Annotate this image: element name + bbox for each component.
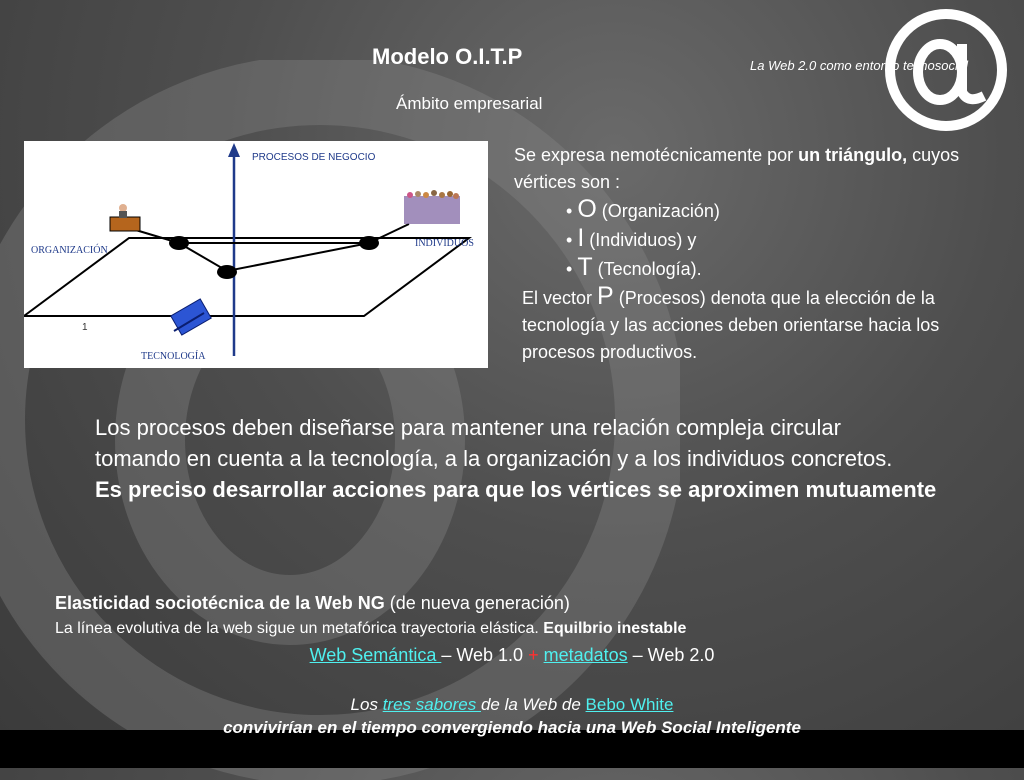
para-line-3: Es preciso desarrollar acciones para que los vértices se aproximen mutuamente	[95, 477, 937, 502]
at-logo-icon	[880, 6, 1012, 134]
elasticity-heading: Elasticidad sociotécnica de la Web NG (de nueva generación)	[55, 593, 570, 613]
conclusion-line: convivirían en el tiempo convergiendo hacia una Web Social Inteligente	[223, 718, 801, 737]
intro-text: Se expresa nemotécnicamente por	[514, 145, 799, 165]
oitp-diagram	[24, 141, 488, 368]
desk-icon	[110, 204, 140, 231]
vector-text: El vector P (Procesos) denota que la elección de la tecnología y las acciones deben orientarse hacia los procesos productivos.	[522, 282, 940, 362]
evolution-line: La línea evolutiva de la web sigue un metafórica trayectoria elástica. Equilbrio inestable	[55, 620, 687, 637]
arrow-up-icon	[228, 143, 240, 157]
para-line-1: Los procesos deben diseñarse para mantener una relación compleja circular	[95, 415, 841, 440]
node-organizacion	[169, 236, 189, 250]
vertex-item-t: • T (Tecnología).	[566, 253, 702, 281]
tres-sabores-link[interactable]: tres sabores	[382, 695, 481, 714]
metadatos-link[interactable]: metadatos	[543, 645, 628, 665]
label-individuos: INDIVIDUOS	[415, 238, 474, 249]
node-tecnologia	[217, 265, 237, 279]
label-tecnologia: TECNOLOGÍA	[141, 351, 206, 362]
slide-title: Modelo O.I.T.P	[372, 44, 523, 69]
intro-text-end: cuyos vértices son :	[514, 145, 960, 192]
triangle-explanation	[514, 142, 994, 366]
people-icon	[404, 190, 460, 224]
web-semantica-link[interactable]: Web Semántica	[309, 645, 442, 665]
slide-subtitle: Ámbito empresarial	[396, 94, 543, 113]
intro-bold: un triángulo,	[798, 145, 908, 165]
header-tag: La Web 2.0 como entorno tecnosocial	[750, 58, 969, 73]
chip-icon	[171, 299, 211, 335]
tres-sabores-line: Los tres sabores de la Web de Bebo White	[350, 695, 674, 714]
label-procesos: PROCESOS DE NEGOCIO	[252, 152, 376, 163]
node-individuos	[359, 236, 379, 250]
vertex-item-o: • O (Organización)	[566, 195, 720, 223]
para-line-2: tomando en cuenta a la tecnología, a la organización y a los individuos concretos.	[95, 446, 893, 471]
web-versions-line: Web Semántica – Web 1.0 + metadatos – Web 2.0	[309, 645, 715, 665]
processes-paragraph	[95, 412, 941, 505]
label-organizacion: ORGANIZACIÓN	[31, 245, 108, 256]
bebo-white-link[interactable]: Bebo White	[585, 695, 674, 714]
diagram-number: 1	[82, 322, 88, 333]
vertex-item-i: • I (Individuos) y	[566, 224, 697, 252]
